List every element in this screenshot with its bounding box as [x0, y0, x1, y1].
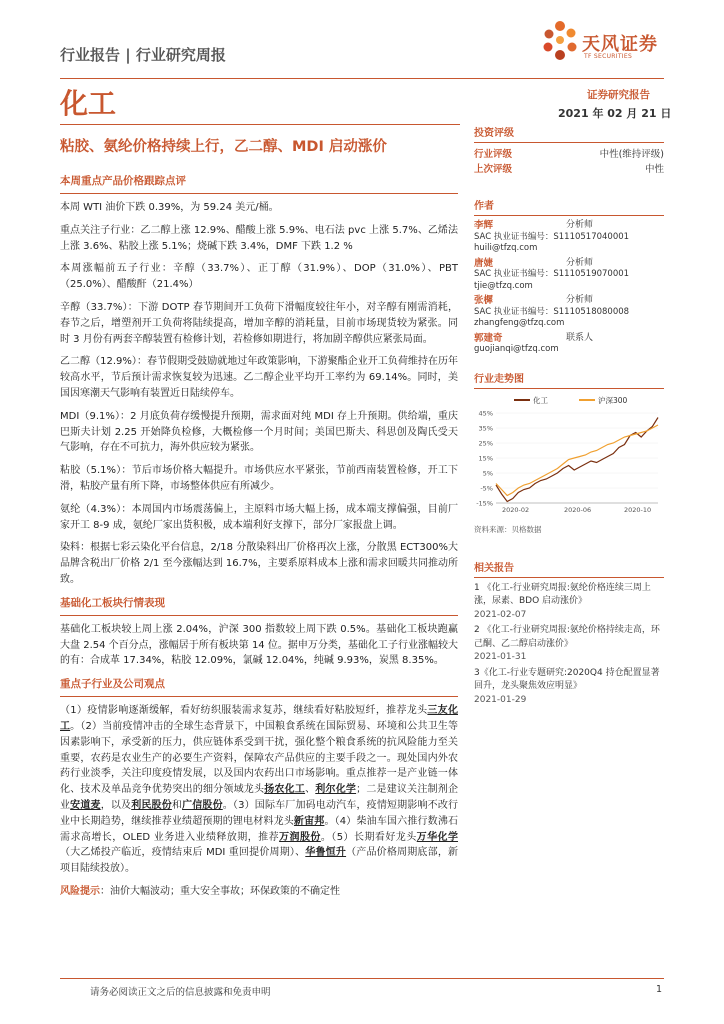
paragraph: 重点关注子行业：乙二醇上涨 12.9%、醋酸上涨 5.9%、电石法 pvc 上涨 5.7%、乙烯法上涨 3.6%、粘胶上涨 5.1%；烧碱下跌 3.4%，DMF 下跌 1.2 % — [60, 224, 458, 252]
series-line-0 — [496, 417, 658, 501]
company-name: 万华化学 — [416, 831, 459, 843]
rating-row: 上次评级 中性 — [474, 164, 664, 175]
chart-source: 资料来源：贝格数据 — [474, 524, 542, 534]
legend-label: 化工 — [533, 395, 548, 405]
y-tick-label: -5% — [480, 484, 493, 492]
company-name-en: TF SECURITIES — [584, 53, 633, 60]
authors-title: 作者 — [474, 197, 664, 216]
related-title: 相关报告 — [474, 559, 664, 578]
related-report[interactable]: 3《化工-行业专题研究:2020Q4 持仓配置显著回升，龙头聚焦效应明显》 2021-01-29 — [474, 667, 660, 705]
y-tick-label: 25% — [478, 439, 493, 447]
company-name: 万润股份 — [279, 831, 321, 843]
company-name: 广信股份 — [182, 799, 223, 811]
company-name: 扬农化工 — [264, 784, 306, 796]
industry-trend-chart — [474, 393, 664, 518]
section-title-market-performance: 基础化工板块行情表现 — [60, 596, 165, 609]
header-divider — [60, 78, 664, 79]
company-name: 三友化工 — [60, 705, 458, 732]
company-name: 华鲁恒升 — [305, 847, 347, 859]
author-entry: 李辉 分析师 SAC 执业证书编号：S1110517040001 huili@tfzq.com — [474, 220, 664, 255]
author-email: huili@tfzq.com — [474, 243, 538, 253]
rating-row: 行业评级 中性(维持评级) — [474, 149, 664, 160]
paragraph-key-views: （1）疫情影响逐渐缓解，看好纺织服装需求复苏，继续看好粘胶短纤，推荐龙头三友化工。（2）当前疫情冲击的全球生态背景下，中国粮食系统在国际贸易、环境和公共卫生等因素影响下，承受新的压力，供应链体系受到干扰，强化整个粮食系统的抗风险能力至关重要，农药是农业生产的必要生产资料，保障农产品供应的主要手段之一。现处国内外农药行业淡季，关注印度疫情发展，以及国内农药出口市场影响。重点推荐一是产业链一体化、技术及单品竞争优势突出的细分领域龙头扬农化工、利尔化学；二是建议关注制剂企业安道麦，以及利民股份和广信股份。（3）国际车厂加码电动汽车，疫情短期影响不改行业中长期趋势，继续推荐业绩超预期的锂电材料龙头新宙邦。（4）柴油车国六推行数沸石需求高增长，OLED 业务进入业绩释放期，推荐万润股份。（5）长期看好龙头万华化学（大乙烯投产临近，疫情结束后 MDI 重回提价周期）、华鲁恒升（产品价格周期底部，新项目陆续投放）。 — [60, 705, 459, 875]
author-email: zhangfeng@tfzq.com — [474, 318, 565, 328]
company-name: 新宙邦 — [293, 815, 325, 827]
footer-divider — [60, 978, 664, 979]
company-name: 利民股份 — [131, 799, 172, 811]
section-title-key-views: 重点子行业及公司观点 — [60, 678, 165, 691]
report-category: 证券研究报告 — [587, 89, 650, 101]
risk-label: 风险提示 — [60, 885, 100, 897]
author-email: guojianqi@tfzq.com — [474, 344, 559, 354]
paragraph: 本周 WTI 油价下跌 0.39%，为 59.24 美元/桶。 — [60, 202, 279, 213]
company-name: 利尔化学 — [315, 784, 357, 796]
paragraph: 粘胶（5.1%）：节后市场价格大幅提升。市场供应水平紧张，节前西南装置检修，开工下滑，粘胶产量有所下降，市场整体供应有所减少。 — [60, 465, 458, 492]
y-tick-label: 5% — [482, 469, 493, 477]
paragraph: 辛醇（33.7%）：下游 DOTP 春节期间开工负荷下滑幅度较往年小，对辛醇有刚需消耗，春节之后，增塑剂开工负荷将陆续提高，增加辛醇的消耗量，目前市场现货较为紧张。同时 3 月份有两套辛醇装置有检修计划，若检修如期进行，将加剧辛醇供应紧张局面。 — [60, 301, 458, 345]
y-tick-label: -15% — [476, 499, 493, 507]
trend-title: 行业走势图 — [474, 370, 664, 389]
paragraph: MDI（9.1%）：2 月底负荷存缓慢提升预期，需求面对纯 MDI 存上升预期。供给端，重庆巴斯夫计划 2.25 开始降负检修，大概检修一个月时间；美国巴斯夫、科思创及陶氏受天气影响，存在不可抗力，海外供应较为紧张。 — [60, 410, 458, 454]
legend-label: 沪深300 — [598, 395, 628, 405]
footer-disclaimer: 请务必阅读正文之后的信息披露和免责申明 — [90, 987, 271, 998]
y-tick-label: 35% — [478, 424, 493, 432]
x-tick-label: 2020-06 — [564, 505, 592, 514]
report-type-label: 行业报告 | 行业研究周报 — [60, 46, 226, 64]
author-entry: 张樨 分析师 SAC 执业证书编号：S1110518080008 zhangfeng@tfzq.com — [474, 295, 664, 330]
main-content — [60, 173, 458, 907]
series-line-1 — [496, 425, 658, 496]
paragraph: 乙二醇（12.9%）：春节假期受鼓励就地过年政策影响，下游聚酯企业开工负荷维持在历年较高水平，节后预计需求恢复较为迅速。乙二醇企业平均开工率约为 69.14%。同时，美国因寒潮天气影响有装置近日陆续停车。 — [60, 356, 458, 399]
section-title-price-tracking: 本周重点产品价格跟踪点评 — [60, 175, 186, 187]
sidebar — [474, 124, 664, 709]
report-date: 2021 年 02 月 21 日 — [558, 107, 672, 120]
risk-warning: 风险提示：油价大幅波动；重大安全事故；环保政策的不确定性 — [60, 885, 340, 897]
paragraph: 氨纶（4.3%）：本周国内市场震荡偏上，主原料市场大幅上扬，成本端支撑偏强，目前厂家开工 8-9 成，氨纶厂家出货积极，成本端利好支撑下，部分厂家报盘上调。 — [60, 503, 458, 531]
author-email: tjie@tfzq.com — [474, 280, 533, 291]
report-title: 粘胶、氨纶价格持续上行，乙二醇、MDI 启动涨价 — [60, 139, 387, 155]
rating-title: 投资评级 — [474, 124, 664, 143]
author-entry: 郭建奇 联系人 guojianqi@tfzq.com — [474, 333, 664, 356]
title-divider — [60, 124, 460, 125]
related-report[interactable]: 1 《化工-行业研究周报:氨纶价格连续三周上涨，尿素、BDO 启动涨价》 2021-02-07 — [474, 582, 651, 620]
author-entry: 唐婕 分析师 SAC 执业证书编号：S1110519070001 tjie@tfzq.com — [474, 258, 664, 293]
paragraph: 本周涨幅前五子行业：辛醇（33.7%）、正丁醇（31.9%）、DOP（31.0%）、PBT（25.0%）、醋酸酐（21.4%） — [60, 263, 458, 291]
company-name: 天风证券 — [582, 34, 658, 55]
y-tick-label: 15% — [478, 454, 493, 462]
company-name: 安道麦 — [70, 799, 101, 811]
related-report[interactable]: 2 《化工-行业研究周报:氨纶价格持续走高，环己酮、乙二醇启动涨价》 2021-01-31 — [474, 625, 660, 662]
section-divider — [60, 615, 458, 616]
paragraph: 染料：根据七彩云染化平台信息，2/18 分散染料出厂价格再次上涨，分散黑 ECT300%大品牌含税出厂价格 2/1 至今涨幅达到 16.7%，主要系原料成本上涨和需求回暖共同推动所致。 — [60, 542, 458, 585]
x-tick-label: 2020-10 — [624, 505, 652, 514]
x-tick-label: 2020-02 — [502, 505, 530, 514]
paragraph: 基础化工板块较上周上涨 2.04%，沪深 300 指数较上周下跌 0.5%。基础化工板块跑赢大盘 2.54 个百分点，涨幅居于所有板块第 14 位。据申万分类，基础化工子行业涨幅较大的有：合成革 17.34%，粘胶 12.09%，氯碱 12.04%，纯碱 9.93%，炭黑 8.35%。 — [60, 623, 458, 667]
section-divider — [60, 193, 458, 194]
section-divider — [60, 696, 458, 697]
y-tick-label: 45% — [478, 409, 493, 417]
logo-mark-icon — [540, 18, 584, 68]
sector-title: 化工 — [60, 87, 117, 120]
page-number: 1 — [656, 984, 663, 995]
